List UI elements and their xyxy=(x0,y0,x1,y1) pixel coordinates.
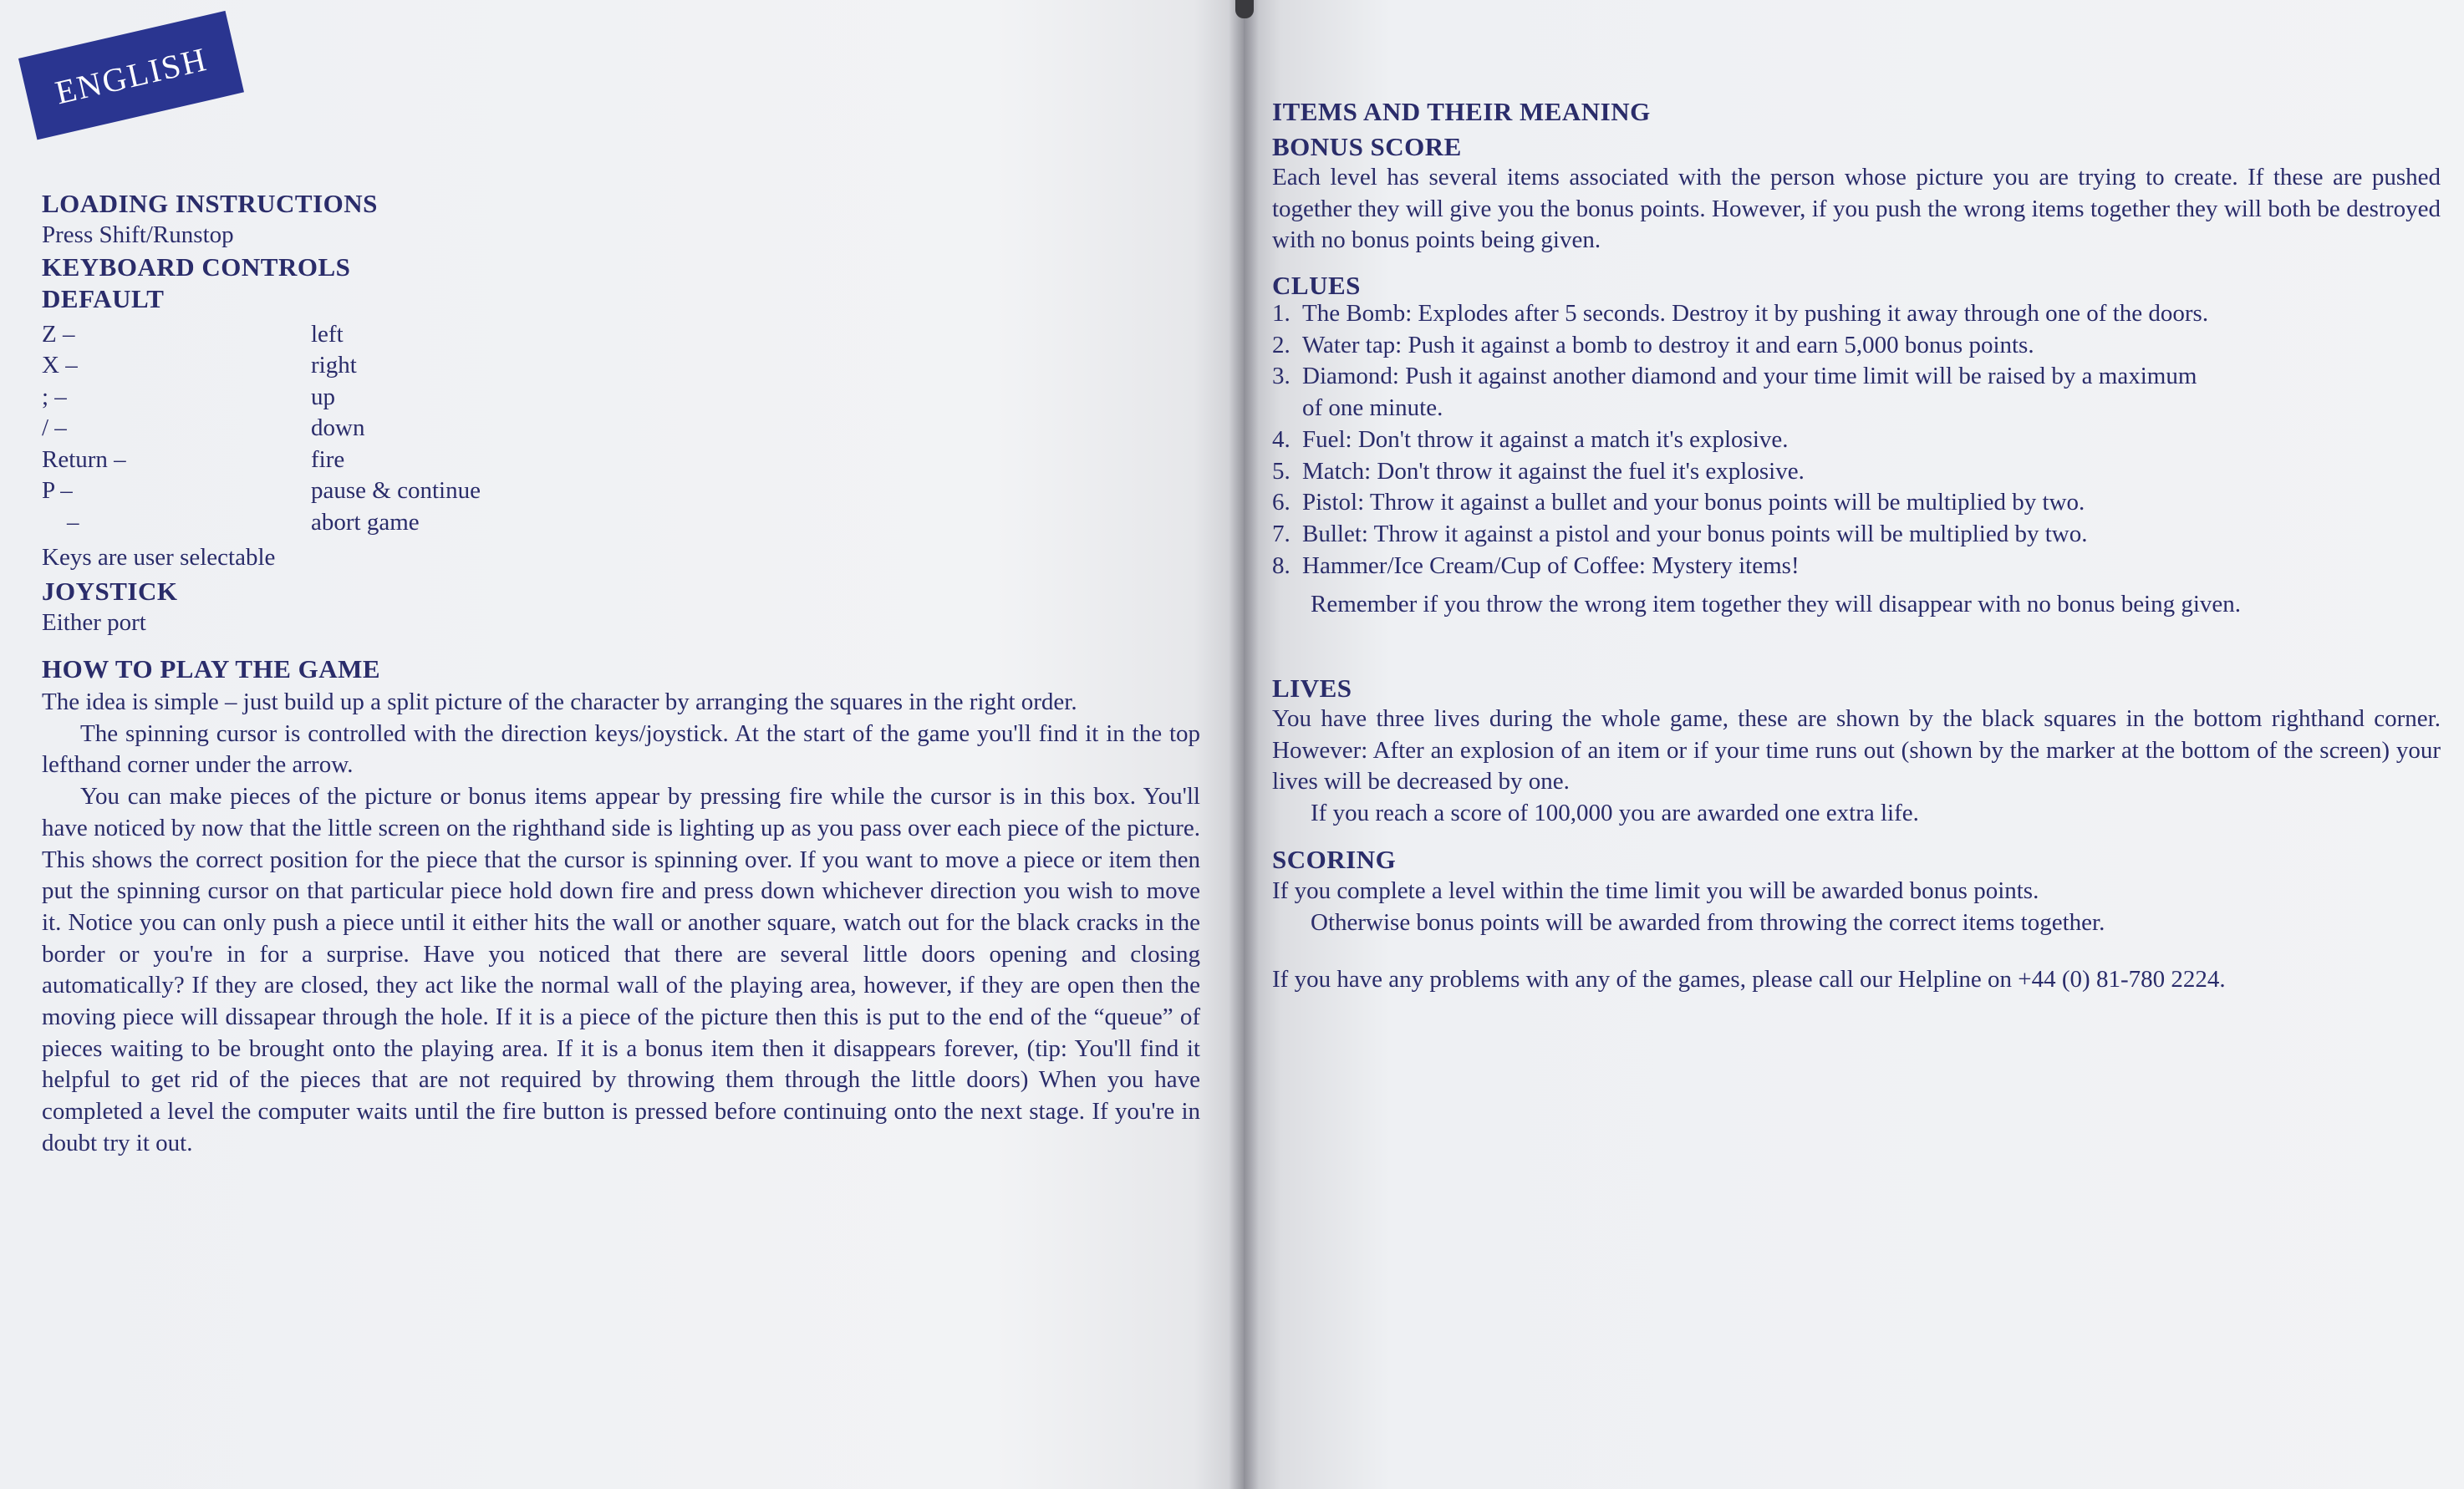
control-key: ; – xyxy=(42,384,67,410)
items-heading: ITEMS AND THEIR MEANING xyxy=(1272,97,1651,126)
bonus-heading: BONUS SCORE xyxy=(1272,132,1462,161)
clue-item xyxy=(1272,298,2442,330)
control-key: – xyxy=(67,509,79,536)
clue-item xyxy=(1272,487,2442,519)
control-key: P – xyxy=(42,477,73,504)
clue-number: 4. xyxy=(1272,425,1291,453)
clue-text: Pistol: Throw it against a bullet and your bonus points will be multiplied by two. xyxy=(1302,489,2085,516)
clue-number: 3. xyxy=(1272,363,1291,390)
howto-paragraph: You can make pieces of the picture or bonus items appear by pressing fire while the cursor is in this box. You'll have noticed by now that the little screen on the righthand side is lighting up as you pass over each piece of the picture. This shows the correct position for the piece that the cursor is spinning over. If you want to move a piece or item then put the spinning cursor on that particular piece hold down fire and press down whichever direction you wish to move it. Notice you can only push a piece until it either hits the wall or another square, watch out for the black cracks in the border or you're in for a surprise. Have you noticed that there are several little doors opening and closing automatically? If they are closed, they act like the normal wall of the playing area, however, if they are open then the moving piece will dissapear through the hole. If it is a piece of the picture then this is put to the end of the “queue” of pieces waiting to be brought onto the playing area. If it is a bonus item then it disappears forever, (tip: You'll find it helpful to get rid of the pieces that are not required by throwing them through the little doors) When you have completed a level the computer waits until the fire button is pressed before continuing onto the next stage. If you're in doubt try it out. xyxy=(42,783,1200,1156)
lives-extra: If you reach a score of 100,000 you are awarded one extra life. xyxy=(1311,800,1919,826)
howto-paragraph: The spinning cursor is controlled with the direction keys/joystick. At the start of the game you'll find it in the top lefthand corner under the arrow. xyxy=(42,719,1200,779)
clue-number: 2. xyxy=(1272,331,1291,358)
clue-text: Bullet: Throw it against a pistol and your bonus points will be multiplied by two. xyxy=(1302,520,2088,547)
control-key: Return – xyxy=(42,446,126,473)
helpline-text: If you have any problems with any of the games, please call our Helpline on +44 (0) 81-780 2224. xyxy=(1272,966,2226,993)
clues-list xyxy=(1272,298,2442,582)
keys-note: Keys are user selectable xyxy=(42,544,276,571)
remember-text: Remember if you throw the wrong item together they will disappear with no bonus being given. xyxy=(1311,591,2242,617)
scoring-heading: SCORING xyxy=(1272,845,1397,874)
control-key: Z – xyxy=(42,321,75,348)
joystick-text: Either port xyxy=(42,609,146,636)
control-action: left xyxy=(311,321,344,348)
clues-heading: CLUES xyxy=(1272,271,1361,300)
control-action: abort game xyxy=(311,509,420,536)
clue-text: Diamond: Push it against another diamond and your time limit will be raised by a maximum xyxy=(1302,363,2197,390)
loading-heading: LOADING INSTRUCTIONS xyxy=(42,189,378,218)
clue-text: Hammer/Ice Cream/Cup of Coffee: Mystery items! xyxy=(1302,551,1800,579)
book-spine xyxy=(1229,0,1259,1489)
spine-corner xyxy=(1235,0,1254,18)
clue-item xyxy=(1272,361,2442,393)
clue-text: Fuel: Don't throw it against a match it's explosive. xyxy=(1302,425,1789,453)
control-action: fire xyxy=(311,446,345,473)
clue-text: Water tap: Push it against a bomb to destroy it and earn 5,000 bonus points. xyxy=(1302,331,2034,358)
clue-number: 8. xyxy=(1272,551,1291,579)
lives-heading: LIVES xyxy=(1272,673,1352,703)
clue-continuation: of one minute. xyxy=(1302,394,1443,422)
scoring-text: If you complete a level within the time limit you will be awarded bonus points. xyxy=(1272,877,2039,904)
control-action: pause & continue xyxy=(311,477,481,504)
loading-text: Press Shift/Runstop xyxy=(42,221,234,248)
language-tag-label: ENGLISH xyxy=(51,39,211,111)
clue-number: 1. xyxy=(1272,300,1291,327)
control-action: up xyxy=(311,384,335,410)
clue-number: 6. xyxy=(1272,489,1291,516)
clue-text: Match: Don't throw it against the fuel it's explosive. xyxy=(1302,457,1805,485)
keyboard-heading: KEYBOARD CONTROLS xyxy=(42,252,351,282)
clue-item xyxy=(1272,519,2442,551)
howto-paragraph: The idea is simple – just build up a split picture of the character by arranging the squares in the right order. xyxy=(42,689,1077,715)
control-key: X – xyxy=(42,352,78,379)
howto-heading: HOW TO PLAY THE GAME xyxy=(42,654,381,684)
joystick-heading: JOYSTICK xyxy=(42,577,178,606)
howto-body xyxy=(42,687,1200,1160)
control-key: / – xyxy=(42,414,67,441)
clue-item xyxy=(1272,330,2442,362)
scoring-extra: Otherwise bonus points will be awarded from throwing the correct items together. xyxy=(1311,909,2105,936)
clue-number: 7. xyxy=(1272,520,1291,547)
default-heading: DEFAULT xyxy=(42,284,165,313)
bonus-text: Each level has several items associated with the person whose picture you are trying to create. If these are pushed together they will give you the bonus points. However, if you push the wrong items together they will both be destroyed with no bonus points being given. xyxy=(1272,164,2441,254)
control-action: right xyxy=(311,352,357,379)
control-action: down xyxy=(311,414,365,441)
clue-number: 5. xyxy=(1272,457,1291,485)
clue-item xyxy=(1272,424,2442,456)
lives-text: You have three lives during the whole game, these are shown by the black squares in the bottom righthand corner. However: After an explosion of an item or if your time runs out (shown by the marker at the bottom of the screen) your lives will be decreased by one. xyxy=(1272,705,2441,795)
clue-item xyxy=(1272,551,2442,582)
language-tag xyxy=(18,11,244,140)
clue-item xyxy=(1272,456,2442,488)
clue-text: The Bomb: Explodes after 5 seconds. Destroy it by pushing it away through one of the doors. xyxy=(1302,300,2209,327)
